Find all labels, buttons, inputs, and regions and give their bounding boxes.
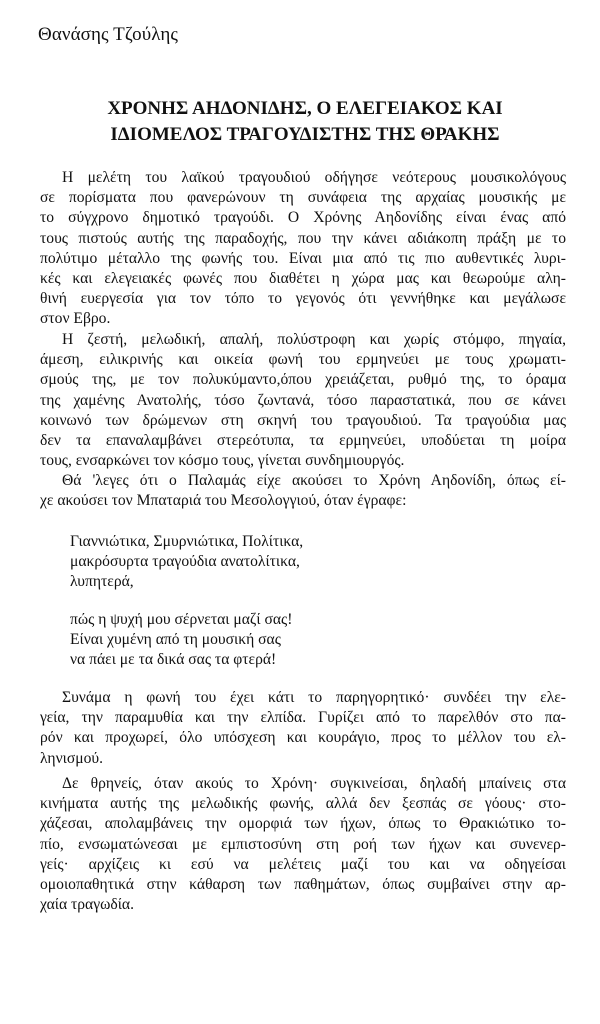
text-line: Η ζεστή, μελωδική, απαλή, πολύστροφη και χωρίς στόμφο, πηγαία, (62, 331, 566, 348)
text-line: ληνισμού. (40, 749, 104, 767)
paragraph-5 (40, 774, 566, 915)
text-line: τους, ενσαρκώνει τον κόσμο τους, γίνεται συνδημιουργός. (40, 452, 405, 470)
text-line: γεία, την παραμυθία και την ελπίδα. Γυρίζει από το παρελθόν στο πα- (40, 709, 566, 727)
text-line: κινήματα αυτής της μελωδικής φωνής, αλλά δεν ξεσπάς σε γόους· στο- (40, 795, 566, 813)
article-title (40, 96, 570, 148)
poem-stanza-2 (70, 610, 292, 671)
text-line: ομοιοπαθητικά στην κάθαρση των παθημάτων, όπως συμβαίνει στην αρ- (40, 876, 566, 894)
author-name: Θανάσης Τζούλης (38, 24, 179, 45)
title-line-1: ΧΡΟΝΗΣ ΑΗΔΟΝΙΔΗΣ, Ο ΕΛΕΓΕΙΑΚΟΣ ΚΑΙ (107, 98, 503, 119)
text-line: κοινωνό των δρώμενων στη σκηνή του τραγουδιού. Τα τραγούδια μας (40, 411, 566, 429)
text-line: θινή ευεργεσία για τον τόπο το γεγονός ότι γεννήθηκε και μεγάλωσε (40, 290, 566, 308)
poem-stanza-1 (70, 532, 303, 593)
text-line: σε πορίσματα που φανερώνουν τη συνάφεια της αρχαίας μουσικής με (40, 189, 566, 207)
text-line: Συνάμα η φωνή του έχει κάτι το παρηγορητικό· συνδέει την ελε- (62, 689, 566, 706)
poem-line: μακρόσυρτα τραγούδια ανατολίτικα, (70, 553, 300, 571)
paragraph-3 (40, 471, 566, 511)
text-line: σμούς της, με τον πολυκύμαντο,όπου χρειάζεται, ρυθμό της, το όραμα (40, 371, 566, 389)
text-line: χε ακούσει τον Μπαταριά του Μεσολογγιού, όταν έγραφε: (40, 492, 407, 510)
text-line: Η μελέτη του λαϊκού τραγουδιού οδήγησε νεότερους μουσικολόγους (62, 169, 566, 186)
text-line: στον Εβρο. (40, 310, 111, 328)
text-line: χάζεσαι, απολαμβάνεις την ομορφιά των ήχων, όπως το Θρακιώτικο το- (40, 815, 566, 833)
poem-line: λυπητερά, (70, 573, 134, 591)
paragraph-1 (40, 168, 566, 330)
poem-line: Είναι χυμένη από τη μουσική σας (70, 631, 281, 649)
text-line: άμεση, ειλικρινής και οικεία φωνή του ερμηνεύει με τους χρωματι- (40, 351, 566, 369)
text-line: το σύγχρονο δημοτικό τραγούδι. Ο Χρόνης Αηδονίδης είναι ένας από (40, 209, 566, 227)
text-line: Θά 'λεγες ότι ο Παλαμάς είχε ακούσει το Χρόνη Αηδονίδη, όπως εί- (62, 472, 566, 489)
text-line: χαία τραγωδία. (40, 896, 134, 914)
text-line: κές και ελεγειακές φωνές που διαθέτει η χώρα μας και θεωρούμε αλη- (40, 270, 566, 288)
text-line: της χαμένης Ανατολής, τόσο ζωντανά, τόσο παραστατικά, που σε κάνει (40, 391, 566, 409)
title-line-2: ΙΔΙΟΜΕΛΟΣ ΤΡΑΓΟΥΔΙΣΤΗΣ ΤΗΣ ΘΡΑΚΗΣ (110, 124, 500, 145)
poem-line: να πάει με τα δικά σας τα φτερά! (70, 651, 277, 669)
poem-line: πώς η ψυχή μου σέρνεται μαζί σας! (70, 611, 293, 628)
poem-line: Γιαννιώτικα, Σμυρνιώτικα, Πολίτικα, (70, 533, 304, 550)
text-line: γείς· αρχίζεις κι εσύ να μελέτεις μαζί του και να οδηγείσαι (40, 855, 566, 873)
text-line: Δε θρηνείς, όταν ακούς το Χρόνη· συγκινείσαι, δηλαδή μπαίνεις στα (62, 775, 566, 792)
text-line: δεν τα επαναλαμβάνει στερεότυπα, τα ερμηνεύει, υποδύεται τη μοίρα (40, 432, 566, 450)
paragraph-4 (40, 688, 566, 769)
paragraph-2 (40, 330, 566, 471)
text-line: τους πιστούς αυτής της παραδοχής, που την κάνει αδιάκοπη πράξη με το (40, 229, 566, 247)
text-line: πολύτιμο μέταλλο της φωνής του. Είναι μια από τις πιο αυθεντικές λυρι- (40, 249, 566, 267)
text-line: ρόν και προχωρεί, όλο υπόσχεση και κουράγιο, προς το μέλλον του ελ- (40, 729, 566, 747)
text-line: πίο, ενσωματώνεσαι με εμπιστοσύνη στη ροή των ήχων και συνενερ- (40, 835, 566, 853)
